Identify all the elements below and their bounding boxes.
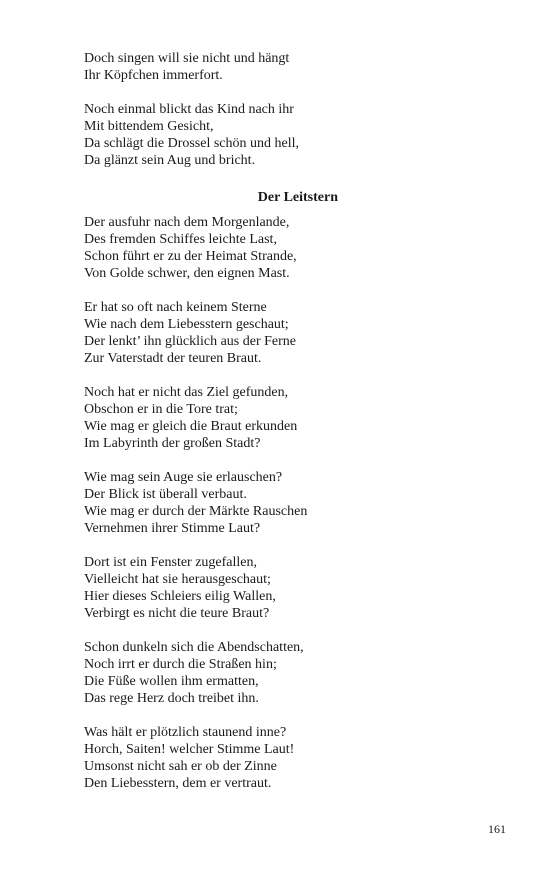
verse-line: Schon dunkeln sich die Abendschatten, xyxy=(84,640,304,655)
verse-line: Mit bittendem Gesicht, xyxy=(84,119,214,134)
verse-line: Was hält er plötzlich staunend inne? xyxy=(84,725,287,740)
verse-line: Da schlägt die Drossel schön und hell, xyxy=(84,136,300,151)
verse-line: Horch, Saiten! welcher Stimme Laut! xyxy=(84,742,295,757)
verse-line: Noch hat er nicht das Ziel gefunden, xyxy=(84,385,289,400)
verse-line: Da glänzt sein Aug und bricht. xyxy=(84,153,256,168)
text-column xyxy=(84,50,384,809)
verse-line: Das rege Herz doch treibet ihn. xyxy=(84,691,259,706)
stanza xyxy=(84,214,384,282)
verse-line: Vielleicht hat sie herausgeschaut; xyxy=(84,572,271,587)
verse-line: Des fremden Schiffes leichte Last, xyxy=(84,232,277,247)
verse-line: Der lenkt’ ihn glücklich aus der Ferne xyxy=(84,334,297,349)
verse-line: Wie mag er gleich die Braut erkunden xyxy=(84,419,298,434)
verse-line: Im Labyrinth der großen Stadt? xyxy=(84,436,261,451)
stanza xyxy=(84,469,384,537)
verse-line: Schon führt er zu der Heimat Strande, xyxy=(84,249,297,264)
verse-line: Der Blick ist überall verbaut. xyxy=(84,487,247,502)
verse-line: Verbirgt es nicht die teure Braut? xyxy=(84,606,270,621)
verse-line: Wie mag sein Auge sie erlauschen? xyxy=(84,470,283,485)
verse-line: Noch einmal blickt das Kind nach ihr xyxy=(84,102,294,117)
stanza xyxy=(84,384,384,452)
stanza xyxy=(84,554,384,622)
verse-line: Ihr Köpfchen immerfort. xyxy=(84,68,223,83)
verse-line: Die Füße wollen ihm ermatten, xyxy=(84,674,259,689)
verse-line: Umsonst nicht sah er ob der Zinne xyxy=(84,759,277,774)
verse-line: Zur Vaterstadt der teuren Braut. xyxy=(84,351,262,366)
stanza xyxy=(84,639,384,707)
verse-line: Dort ist ein Fenster zugefallen, xyxy=(84,555,258,570)
verse-line: Er hat so oft nach keinem Sterne xyxy=(84,300,267,315)
stanza xyxy=(84,724,384,792)
verse-line: Doch singen will sie nicht und hängt xyxy=(84,51,290,66)
verse-line: Obschon er in die Tore trat; xyxy=(84,402,238,417)
verse-line: Vernehmen ihrer Stimme Laut? xyxy=(84,521,261,536)
page-number: 161 xyxy=(488,822,506,836)
verse-line: Hier dieses Schleiers eilig Wallen, xyxy=(84,589,276,604)
verse-line: Noch irrt er durch die Straßen hin; xyxy=(84,657,277,672)
verse-line: Wie mag er durch der Märkte Rauschen xyxy=(84,504,308,519)
verse-line: Den Liebesstern, dem er vertraut. xyxy=(84,776,272,791)
poem-title: Der Leitstern xyxy=(257,190,338,205)
verse-line: Von Golde schwer, den eignen Mast. xyxy=(84,266,290,281)
verse-line: Wie nach dem Liebesstern geschaut; xyxy=(84,317,289,332)
verse-line: Der ausfuhr nach dem Morgenlande, xyxy=(84,215,290,230)
stanza xyxy=(84,101,384,169)
stanza xyxy=(84,50,384,84)
stanza xyxy=(84,299,384,367)
